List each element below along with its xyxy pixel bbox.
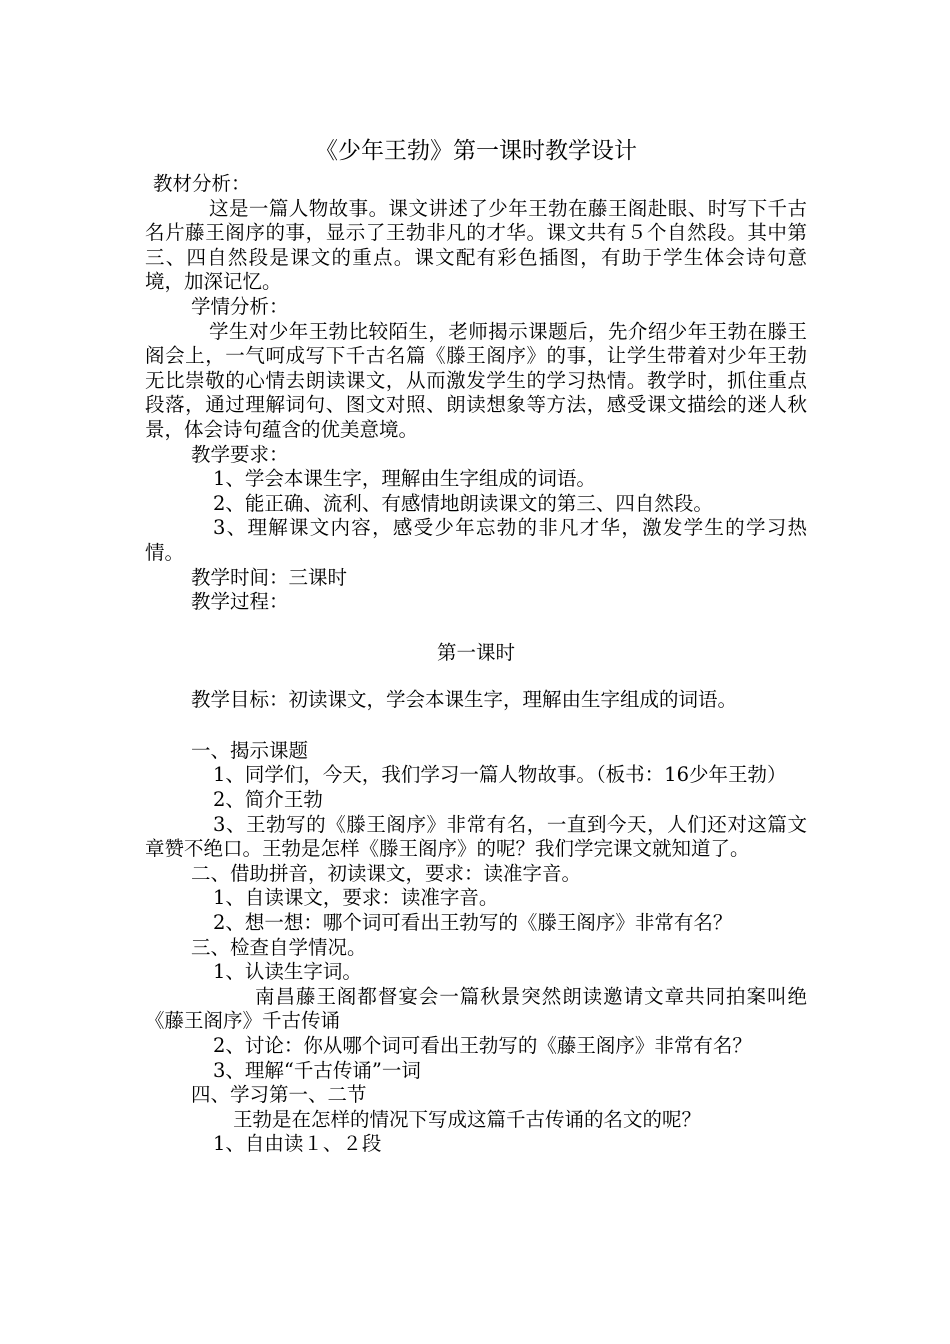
step-heading-3: 三、检查自学情况。: [191, 935, 367, 959]
step-4-question: 王勃是在怎样的情况下写成这篇千古传诵的名文的呢？: [233, 1107, 702, 1131]
step-1-item-1: 1、同学们，今天，我们学习一篇人物故事。（板书：16少年王勃）: [213, 763, 787, 787]
step-heading-2: 二、借助拼音，初读课文，要求：读准字音。: [191, 861, 582, 885]
step-2-item-2: 2、想一想：哪个词可看出王勃写的《滕王阁序》非常有名？: [213, 911, 733, 935]
lesson-heading: 第一课时: [436, 640, 515, 664]
step-1-item-3: 3、王勃写的《滕王阁序》非常有名，一直到今天，人们还对这篇文章赞不绝口。王勃是怎样《滕王阁序》的呢？我们学完课文就知道了。: [145, 812, 807, 861]
requirement-item-2: 2、能正确、流利、有感情地朗读课文的第三、四自然段。: [213, 491, 713, 515]
step-heading-4: 四、学习第一、二节: [191, 1083, 367, 1107]
paragraph-material: 这是一篇人物故事。课文讲述了少年王勃在藤王阁赴眼、时写下千古名片藤王阁序的事，显示了王勃非凡的才华。课文共有５个自然段。其中第三、四自然段是课文的重点。课文配有彩色插图，有助于学生体会诗句意境，加深记忆。: [145, 196, 807, 294]
step-3-item-2: 2、讨论：你从哪个词可看出王勃写的《藤王阁序》非常有名？: [213, 1034, 752, 1057]
requirement-item-3: 3、理解课文内容，感受少年忘勃的非凡才华，激发学生的学习热情。: [145, 516, 807, 564]
section-heading-material: 教材分析：: [153, 172, 251, 195]
step-2-item-1: 1、自读课文，要求：读准字音。: [213, 886, 499, 910]
requirement-item-1: 1、学会本课生字，理解由生字组成的词语。: [213, 467, 596, 491]
teaching-process-heading: 教学过程：: [191, 590, 289, 614]
section-heading-students: 学情分析：: [191, 294, 289, 318]
teaching-time: 教学时间：三课时: [191, 565, 348, 589]
vocabulary-list: 南昌藤王阁都督宴会一篇秋景突然朗读邀请文章共同拍案叫绝《藤王阁序》千古传诵: [145, 984, 807, 1033]
step-4-item-1: 1、自由读１、２段: [213, 1132, 382, 1156]
document-page: [145, 134, 807, 1157]
lesson-objective: 教学目标：初读课文，学会本课生字，理解由生字组成的词语。: [191, 688, 738, 712]
step-heading-1: 一、揭示课题: [191, 738, 309, 762]
paragraph-students: 学生对少年王勃比较陌生，老师揭示课题后，先介绍少年王勃在滕王阁会上，一气呵成写下千古名篇《滕王阁序》的事，让学生带着对少年王勃无比崇敬的心情去朗读课文，从而激发学生的学习热情。教学时，抓住重点段落，通过理解词句、图文对照、朗读想象等方法，感受课文描绘的迷人秋景，体会诗句蕴含的优美意境。: [145, 319, 807, 441]
document-title: 《少年王勃》第一课时教学设计: [315, 138, 637, 164]
step-1-item-2: 2、简介王勃: [213, 788, 323, 812]
step-3-item-3: 3、理解“千古传诵”一词: [213, 1058, 421, 1082]
section-heading-requirements: 教学要求：: [191, 442, 289, 466]
step-3-item-1: 1、认读生字词。: [213, 960, 362, 984]
